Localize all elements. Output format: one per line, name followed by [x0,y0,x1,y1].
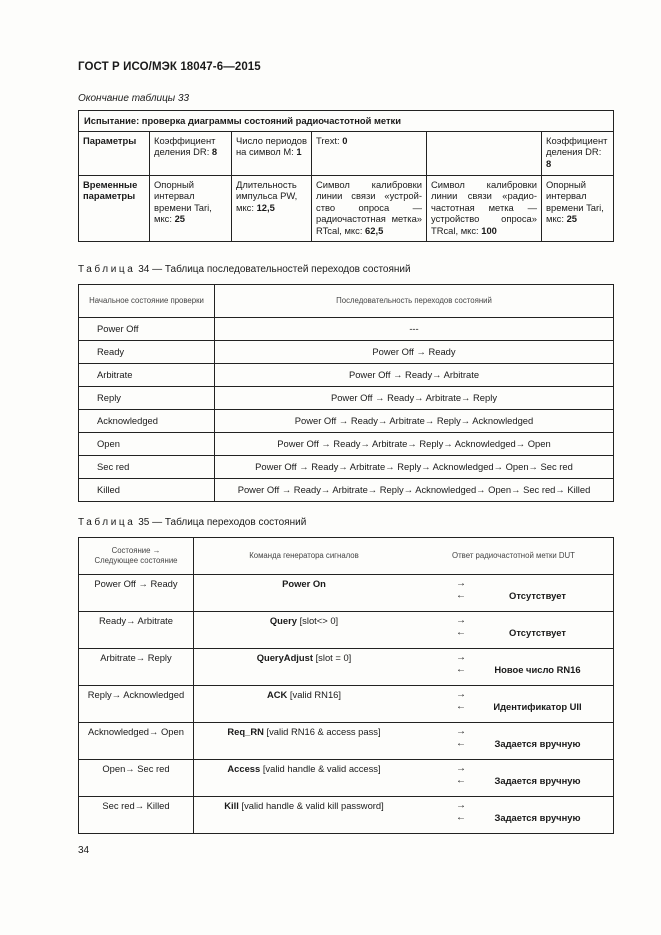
table33-params-col5: Коэффициент деления DR: 8 [542,131,614,175]
table35-header-col1: Состояние → Следующее состояние [79,538,194,575]
table-row [79,479,614,502]
table34-header-col1: Начальное состояние проверки [79,285,215,318]
table35-header-col2: Команда генератора сигналов [194,538,415,575]
table35-response: Задается вручную [494,775,581,786]
table35-transition: Power Off → Ready [79,575,194,612]
table35-transition: Acknowledged→ Open [79,723,194,760]
table-row [79,760,614,797]
table35-command: Query [slot<> 0] [194,612,415,649]
table-row [79,364,614,387]
table35-header-col3: Ответ радиочастотной метки DUT [414,538,614,575]
table35-command: ACK [valid RN16] [194,686,415,723]
arrow-left-icon: ← [456,664,466,675]
table34-state: Killed [79,479,215,502]
table35-response: Задается вручную [494,738,581,749]
table33-time-col4: Символ калибровки линии связи «радиочастотная метка — устройство опроса» TRcal, мкс: 100 [427,175,542,241]
table33-params-col1: Коэффициент деления DR: 8 [150,131,232,175]
table34 [78,284,614,502]
page-number: 34 [78,845,90,856]
table34-state: Acknowledged [79,410,215,433]
arrow-left-icon: ← [456,627,466,638]
table34-sequence: Power Off → Ready→ Arbitrate→ Reply [215,387,614,410]
table35-response: Новое число RN16 [494,664,581,675]
table34-header-col2: Последовательность переходов состояний [215,285,614,318]
table-row [79,723,614,760]
table-row [79,410,614,433]
table34-sequence: --- [215,318,614,341]
table-row [79,341,614,364]
table35-response-cell [414,686,614,723]
table35-command: QueryAdjust [slot = 0] [194,649,415,686]
arrow-right-icon: → [456,652,466,663]
table34-caption: Таблица 34 — Таблица последовательностей переходов состояний [78,264,411,275]
table34-state: Ready [79,341,215,364]
table-row [79,433,614,456]
table35-response: Отсутствует [509,627,566,638]
arrow-left-icon: ← [456,701,466,712]
table-row [79,387,614,410]
table33-title: Испытание: проверка диаграммы состояний радиочастотной метки [79,111,614,132]
arrow-right-icon: → [456,726,466,737]
arrow-left-icon: ← [456,812,466,823]
table35-transition: Arbitrate→ Reply [79,649,194,686]
table35-response-cell [414,612,614,649]
table35-transition: Seс red→ Killed [79,797,194,834]
table35-response-cell [414,797,614,834]
table33-time-col5: Опорный интервал времени Tari, мкс: 25 [542,175,614,241]
table35-command: Req_RN [valid RN16 & access pass] [194,723,415,760]
arrow-right-icon: → [456,689,466,700]
arrow-right-icon: → [456,800,466,811]
table34-sequence: Power Off → Ready→ Arbitrate [215,364,614,387]
table-row [79,456,614,479]
table33 [78,110,614,242]
arrow-right-icon: → [456,763,466,774]
table35-response-cell [414,723,614,760]
arrow-right-icon: → [456,578,466,589]
table35-response: Задается вручную [494,812,581,823]
table35-command: Kill [valid handle & valid kill password] [194,797,415,834]
table35-response-cell [414,575,614,612]
table35-command: Access [valid handle & valid access] [194,760,415,797]
table33-params-col3: Trext: 0 [312,131,427,175]
table35-transition: Reply→ Acknowledged [79,686,194,723]
table-row [79,575,614,612]
table34-state: Arbitrate [79,364,215,387]
table35-command: Power On [194,575,415,612]
table35-response: Идентификатор UII [493,701,582,712]
table35-response-cell [414,760,614,797]
table34-sequence: Power Off → Ready [215,341,614,364]
table34-state: Seс red [79,456,215,479]
table35-caption: Таблица 35 — Таблица переходов состояний [78,517,307,528]
table-row [79,318,614,341]
table33-params-col2: Число периодов на символ M: 1 [232,131,312,175]
table34-sequence: Power Off → Ready→ Arbitrate→ Reply→ Acknowledged→ Open [215,433,614,456]
table34-sequence: Power Off → Ready→ Arbitrate→ Reply→ Acknowledged [215,410,614,433]
arrow-left-icon: ← [456,590,466,601]
table-row [79,649,614,686]
table-row [79,797,614,834]
document-header: ГОСТ Р ИСО/МЭК 18047-6—2015 [78,61,261,73]
table35-response-cell [414,649,614,686]
table33-params-col4 [427,131,542,175]
table35-transition: Ready→ Arbitrate [79,612,194,649]
table33-continuation-caption: Окончание таблицы 33 [78,93,190,104]
table35-transition: Open→ Seс red [79,760,194,797]
table34-state: Reply [79,387,215,410]
table34-sequence: Power Off → Ready→ Arbitrate→ Reply→ Acknowledged→ Open→ Seс red [215,456,614,479]
table33-params-label: Параметры [79,131,150,175]
arrow-left-icon: ← [456,738,466,749]
table35 [78,537,614,834]
table-row [79,686,614,723]
arrow-left-icon: ← [456,775,466,786]
table33-time-label: Временные параметры [79,175,150,241]
table34-sequence: Power Off → Ready→ Arbitrate→ Reply→ Acknowledged→ Open→ Seс red→ Killed [215,479,614,502]
table33-time-col3: Символ калибровки линии связи «устройство опроса — радиочастотная метка» RTcal, мкс: 62,5 [312,175,427,241]
arrow-right-icon: → [456,615,466,626]
table34-state: Open [79,433,215,456]
table-row [79,612,614,649]
table33-time-col2: Длительность импульса PW, мкс: 12,5 [232,175,312,241]
table35-response: Отсутствует [509,590,566,601]
table33-time-col1: Опорный интервал времени Tari, мкс: 25 [150,175,232,241]
table34-state: Power Off [79,318,215,341]
